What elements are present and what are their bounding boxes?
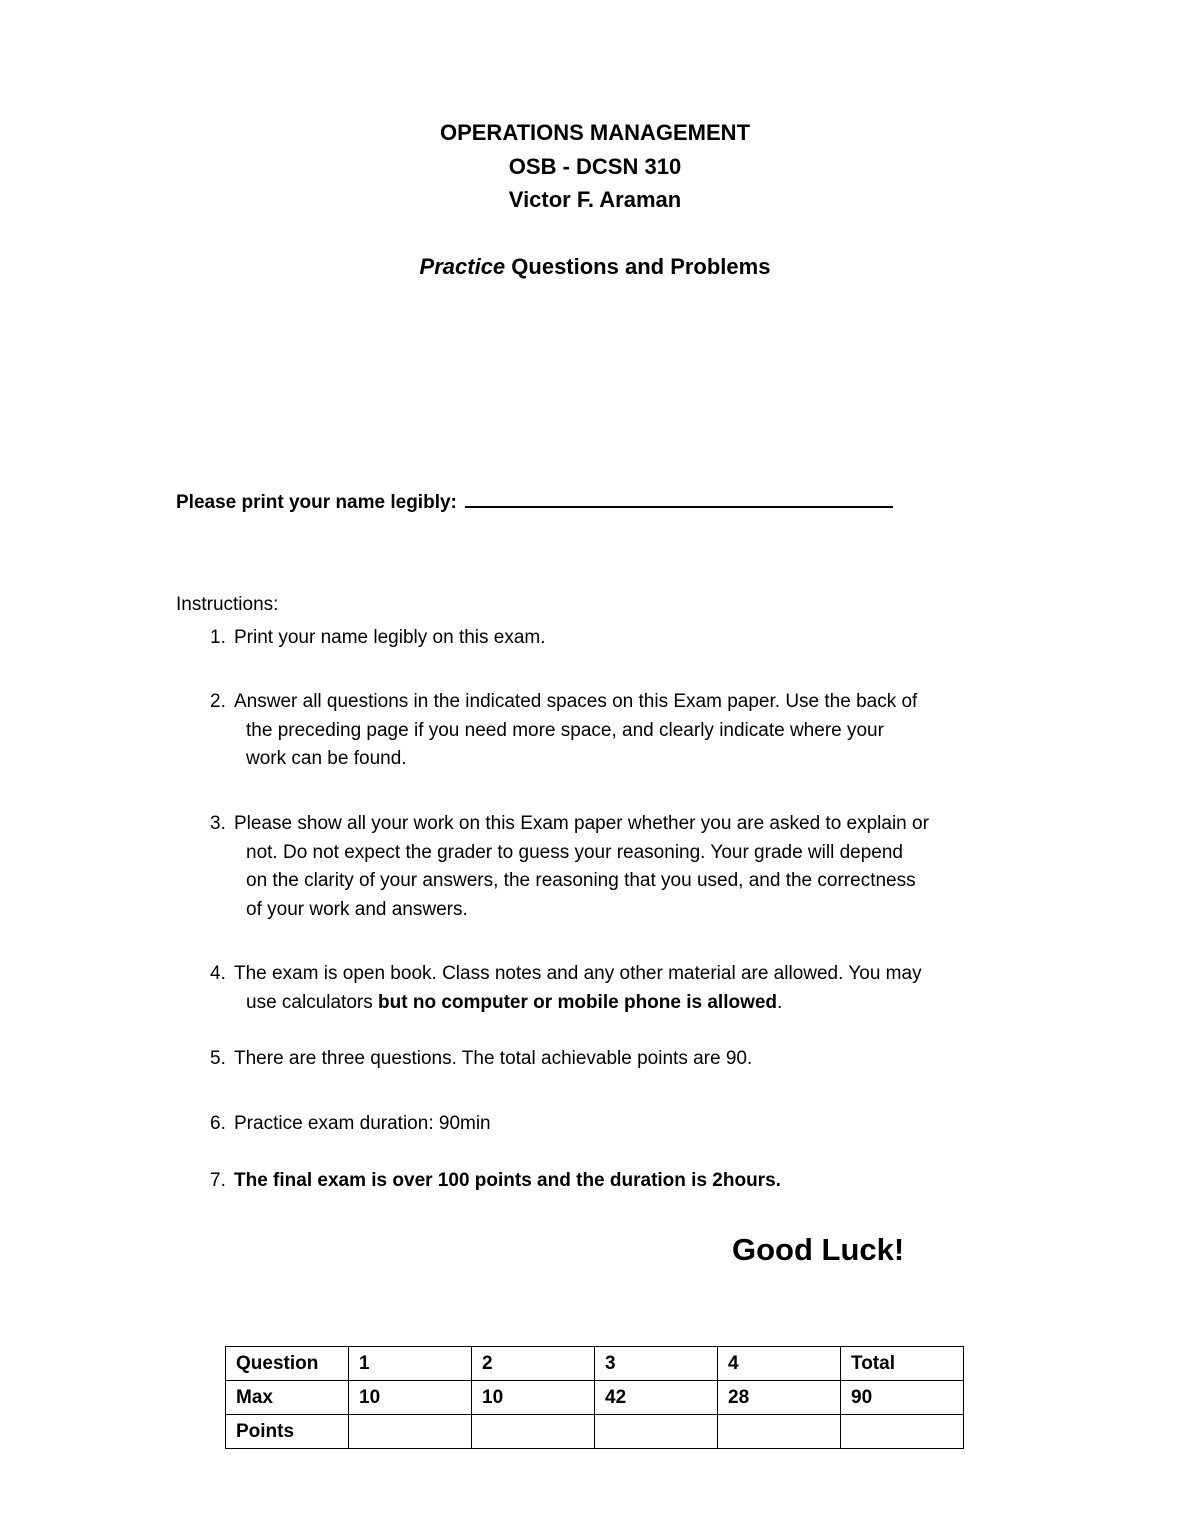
table-cell: Max (226, 1381, 349, 1415)
instruction-text: . (777, 991, 783, 1013)
instruction-item-1 (210, 624, 1030, 653)
course-title: OPERATIONS MANAGEMENT (439, 120, 751, 145)
points-entry-cell[interactable] (595, 1415, 718, 1449)
table-cell: 42 (595, 1381, 718, 1415)
instructor-name: Victor F. Araman (508, 187, 682, 212)
name-prompt-label: Please print your name legibly: (176, 492, 457, 513)
table-header-cell: 3 (595, 1347, 718, 1381)
instruction-item-5 (210, 1045, 1030, 1074)
course-code: OSB - DCSN 310 (508, 154, 682, 179)
name-prompt-row (176, 488, 893, 514)
instruction-line: on the clarity of your answers, the reasoning that you used, and the correctness (246, 870, 916, 891)
table-header-cell: 2 (472, 1347, 595, 1381)
points-entry-cell[interactable] (841, 1415, 964, 1449)
good-luck-text: Good Luck! (732, 1232, 905, 1267)
instruction-item-6 (210, 1110, 1030, 1139)
instruction-item-4 (210, 960, 1030, 1017)
instruction-line: work can be found. (246, 748, 407, 769)
instruction-line: not. Do not expect the grader to guess your reasoning. Your grade will depend (246, 841, 903, 863)
instruction-number: 4. (210, 963, 226, 984)
instruction-emphasis: but no computer or mobile phone is allowed (378, 991, 778, 1013)
instruction-number: 3. (210, 813, 226, 834)
instruction-line: Please show all your work on this Exam paper whether you are asked to explain or (234, 813, 929, 834)
subtitle-rest: Questions and Problems (505, 254, 771, 279)
instruction-line: Print your name legibly on this exam. (234, 627, 546, 648)
instruction-line: of your work and answers. (246, 898, 468, 920)
table-cell: 90 (841, 1381, 964, 1415)
score-table (225, 1346, 964, 1449)
instruction-number: 7. (210, 1170, 226, 1191)
table-cell: 10 (349, 1381, 472, 1415)
instructions-heading: Instructions: (176, 594, 279, 615)
instruction-line: the preceding page if you need more space, and clearly indicate where your (246, 719, 884, 741)
instruction-item-7 (210, 1167, 1030, 1196)
instruction-text: use calculators (246, 991, 379, 1013)
instruction-line: The exam is open book. Class notes and any other material are allowed. You may (234, 963, 922, 984)
instruction-number: 5. (210, 1048, 226, 1069)
points-entry-cell[interactable] (718, 1415, 841, 1449)
table-cell: 28 (718, 1381, 841, 1415)
table-row (226, 1347, 964, 1381)
subtitle-italic: Practice (419, 254, 506, 279)
table-row (226, 1381, 964, 1415)
points-entry-cell[interactable] (472, 1415, 595, 1449)
instruction-line-bold: The final exam is over 100 points and the duration is 2hours. (234, 1170, 781, 1191)
table-header-cell: 1 (349, 1347, 472, 1381)
table-header-cell: Total (841, 1347, 964, 1381)
instruction-number: 6. (210, 1113, 226, 1134)
name-blank-line[interactable] (465, 488, 893, 508)
instruction-item-3 (210, 810, 1030, 924)
instruction-line: Practice exam duration: 90min (234, 1113, 491, 1134)
table-header-cell: Question (226, 1347, 349, 1381)
instruction-number: 2. (210, 691, 226, 712)
document-subtitle (0, 254, 1190, 280)
instruction-item-2 (210, 688, 1030, 774)
table-cell: Points (226, 1415, 349, 1449)
instruction-number: 1. (210, 627, 226, 648)
table-cell: 10 (472, 1381, 595, 1415)
instruction-line (234, 989, 1030, 1018)
instruction-line: Answer all questions in the indicated spaces on this Exam paper. Use the back of (234, 691, 918, 712)
points-entry-cell[interactable] (349, 1415, 472, 1449)
table-header-cell: 4 (718, 1347, 841, 1381)
instruction-line: There are three questions. The total achievable points are 90. (234, 1048, 753, 1069)
table-row (226, 1415, 964, 1449)
